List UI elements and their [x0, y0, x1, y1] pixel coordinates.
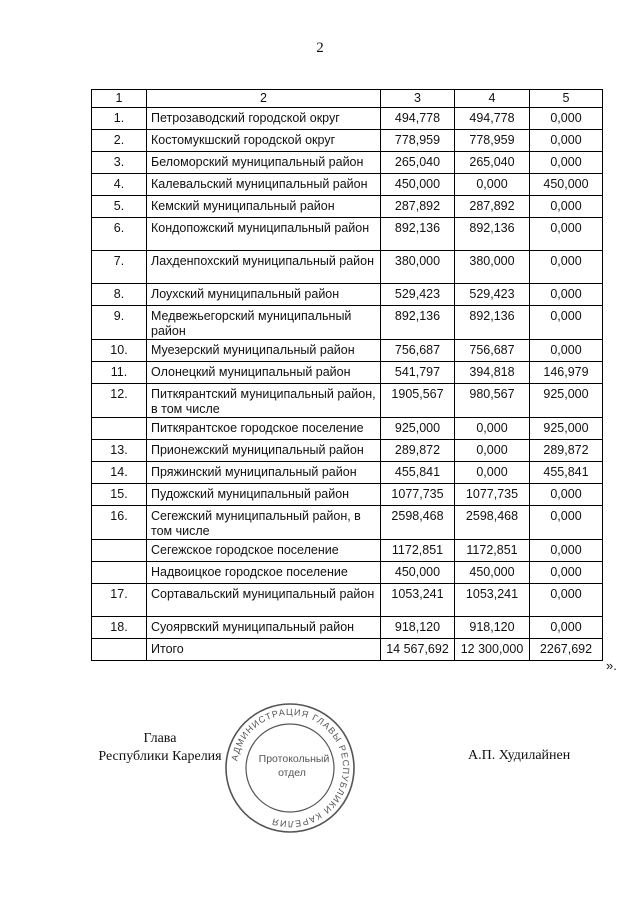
- value-col5: 0,000: [530, 218, 603, 251]
- stamp-inner-line2: отдел: [278, 767, 306, 779]
- row-number: 14.: [92, 462, 147, 484]
- value-col3: 892,136: [381, 218, 455, 251]
- value-col5: 0,000: [530, 484, 603, 506]
- signature-title-line2: Республики Карелия: [98, 749, 222, 764]
- value-col3: 450,000: [381, 174, 455, 196]
- table-row: [92, 130, 603, 152]
- value-col5: 0,000: [530, 540, 603, 562]
- value-col4: 494,778: [455, 108, 530, 130]
- signatory-name: А.П. Худилайнен: [468, 748, 571, 763]
- row-number: [92, 639, 147, 661]
- row-number: 13.: [92, 440, 147, 462]
- column-header: 1: [92, 90, 147, 108]
- value-col4: 0,000: [455, 462, 530, 484]
- value-col3: 892,136: [381, 306, 455, 340]
- row-number: 9.: [92, 306, 147, 340]
- value-col3: 925,000: [381, 418, 455, 440]
- value-col5: 146,979: [530, 362, 603, 384]
- municipality-name: Лахденпохский муниципальный район: [147, 251, 381, 284]
- municipality-name: Медвежьегорский муниципальный район: [147, 306, 381, 340]
- value-col3: 1172,851: [381, 540, 455, 562]
- value-col4: 892,136: [455, 218, 530, 251]
- value-col4: 394,818: [455, 362, 530, 384]
- row-number: [92, 418, 147, 440]
- value-col3: 287,892: [381, 196, 455, 218]
- row-number: 17.: [92, 584, 147, 617]
- value-col3: 756,687: [381, 340, 455, 362]
- page-number: 2: [316, 40, 324, 56]
- municipality-name: Костомукшский городской округ: [147, 130, 381, 152]
- value-col3: 2598,468: [381, 506, 455, 540]
- municipality-name: Пудожский муниципальный район: [147, 484, 381, 506]
- value-col5: 925,000: [530, 418, 603, 440]
- value-col3: 14 567,692: [381, 639, 455, 661]
- value-col4: 380,000: [455, 251, 530, 284]
- value-col4: 287,892: [455, 196, 530, 218]
- row-number: 8.: [92, 284, 147, 306]
- value-col3: 450,000: [381, 562, 455, 584]
- municipality-name: Беломорский муниципальный район: [147, 152, 381, 174]
- value-col5: 0,000: [530, 152, 603, 174]
- municipality-name: Лоухский муниципальный район: [147, 284, 381, 306]
- row-number: 16.: [92, 506, 147, 540]
- value-col5: 0,000: [530, 584, 603, 617]
- table-row: [92, 196, 603, 218]
- closing-quote-mark: ».: [606, 658, 617, 673]
- municipality-name: Олонецкий муниципальный район: [147, 362, 381, 384]
- value-col4: 892,136: [455, 306, 530, 340]
- table-row: [92, 174, 603, 196]
- stamp-inner-line1: Протокольный: [258, 753, 330, 765]
- table-row: [92, 617, 603, 639]
- table-row: [92, 152, 603, 174]
- table-row: [92, 418, 603, 440]
- municipality-name: Итого: [147, 639, 381, 661]
- value-col4: 1172,851: [455, 540, 530, 562]
- value-col5: 0,000: [530, 562, 603, 584]
- value-col5: 925,000: [530, 384, 603, 418]
- table-row: [92, 562, 603, 584]
- value-col3: 541,797: [381, 362, 455, 384]
- value-col4: 0,000: [455, 440, 530, 462]
- municipality-name: Кемский муниципальный район: [147, 196, 381, 218]
- value-col3: 1905,567: [381, 384, 455, 418]
- row-number: 4.: [92, 174, 147, 196]
- value-col4: 756,687: [455, 340, 530, 362]
- value-col5: 2267,692: [530, 639, 603, 661]
- table-row: [92, 462, 603, 484]
- value-col4: 0,000: [455, 418, 530, 440]
- value-col3: 455,841: [381, 462, 455, 484]
- municipality-name: Питкярантский муниципальный район, в том числе: [147, 384, 381, 418]
- value-col5: 0,000: [530, 196, 603, 218]
- municipality-name: Суоярвский муниципальный район: [147, 617, 381, 639]
- value-col4: 265,040: [455, 152, 530, 174]
- row-number: [92, 540, 147, 562]
- row-number: 2.: [92, 130, 147, 152]
- value-col3: 494,778: [381, 108, 455, 130]
- value-col5: 0,000: [530, 108, 603, 130]
- value-col5: 455,841: [530, 462, 603, 484]
- stamp-seal-icon: [222, 700, 358, 836]
- table-header-row: [92, 90, 603, 108]
- value-col5: 0,000: [530, 506, 603, 540]
- municipality-name: Пряжинский муниципальный район: [147, 462, 381, 484]
- municipality-name: Сегежский муниципальный район, в том числе: [147, 506, 381, 540]
- value-col3: 289,872: [381, 440, 455, 462]
- row-number: 6.: [92, 218, 147, 251]
- row-number: 18.: [92, 617, 147, 639]
- value-col5: 450,000: [530, 174, 603, 196]
- municipality-name: Питкярантское городское поселение: [147, 418, 381, 440]
- municipality-name: Калевальский муниципальный район: [147, 174, 381, 196]
- municipality-name: Сегежское городское поселение: [147, 540, 381, 562]
- row-number: 5.: [92, 196, 147, 218]
- value-col4: 1053,241: [455, 584, 530, 617]
- table-row: [92, 506, 603, 540]
- row-number: 10.: [92, 340, 147, 362]
- value-col4: 980,567: [455, 384, 530, 418]
- value-col5: 0,000: [530, 306, 603, 340]
- row-number: [92, 562, 147, 584]
- value-col3: 778,959: [381, 130, 455, 152]
- table-row: [92, 484, 603, 506]
- value-col3: 265,040: [381, 152, 455, 174]
- table-row: [92, 584, 603, 617]
- value-col3: 1053,241: [381, 584, 455, 617]
- official-stamp: [222, 700, 358, 841]
- row-number: 1.: [92, 108, 147, 130]
- value-col4: 918,120: [455, 617, 530, 639]
- row-number: 15.: [92, 484, 147, 506]
- value-col3: 380,000: [381, 251, 455, 284]
- value-col4: 2598,468: [455, 506, 530, 540]
- table-row: [92, 362, 603, 384]
- municipality-name: Сортавальский муниципальный район: [147, 584, 381, 617]
- value-col4: 778,959: [455, 130, 530, 152]
- value-col4: 450,000: [455, 562, 530, 584]
- value-col5: 0,000: [530, 284, 603, 306]
- value-col5: 289,872: [530, 440, 603, 462]
- municipality-name: Прионежский муниципальный район: [147, 440, 381, 462]
- row-number: 11.: [92, 362, 147, 384]
- municipality-name: Надвоицкое городское поселение: [147, 562, 381, 584]
- value-col5: 0,000: [530, 130, 603, 152]
- row-number: 7.: [92, 251, 147, 284]
- value-col4: 529,423: [455, 284, 530, 306]
- signature-title: [90, 730, 230, 766]
- stamp-outer-text: АДМИНИСТРАЦИЯ ГЛАВЫ РЕСПУБЛИКИ КАРЕЛИЯ: [229, 706, 352, 830]
- value-col4: 0,000: [455, 174, 530, 196]
- signature-title-line1: Глава: [143, 731, 177, 746]
- table-row: [92, 306, 603, 340]
- table-row: [92, 340, 603, 362]
- municipality-name: Кондопожский муниципальный район: [147, 218, 381, 251]
- row-number: 3.: [92, 152, 147, 174]
- column-header: 4: [455, 90, 530, 108]
- municipality-name: Петрозаводский городской округ: [147, 108, 381, 130]
- municipality-name: Муезерский муниципальный район: [147, 340, 381, 362]
- table-row: [92, 540, 603, 562]
- value-col3: 529,423: [381, 284, 455, 306]
- table-row: [92, 384, 603, 418]
- value-col4: 12 300,000: [455, 639, 530, 661]
- table-row: [92, 108, 603, 130]
- row-number: 12.: [92, 384, 147, 418]
- value-col3: 1077,735: [381, 484, 455, 506]
- table-row: [92, 251, 603, 284]
- value-col5: 0,000: [530, 340, 603, 362]
- value-col4: 1077,735: [455, 484, 530, 506]
- value-col5: 0,000: [530, 617, 603, 639]
- value-col5: 0,000: [530, 251, 603, 284]
- table-row: [92, 639, 603, 661]
- table-row: [92, 284, 603, 306]
- column-header: 5: [530, 90, 603, 108]
- table-row: [92, 218, 603, 251]
- value-col3: 918,120: [381, 617, 455, 639]
- column-header: 3: [381, 90, 455, 108]
- budget-table: [91, 89, 603, 661]
- column-header: 2: [147, 90, 381, 108]
- table-row: [92, 440, 603, 462]
